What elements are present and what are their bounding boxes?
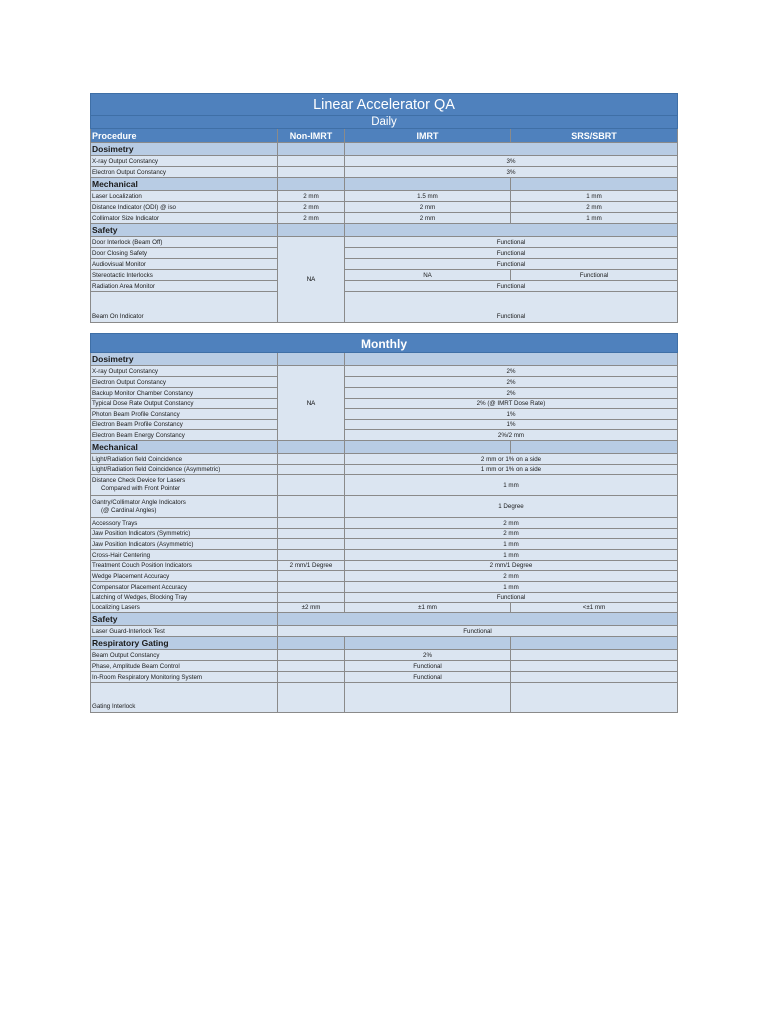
tolerance-value: 1 mm or 1% on a side (345, 465, 678, 475)
section-fill (278, 637, 345, 650)
table-row (90, 270, 678, 281)
section-fill (278, 353, 345, 366)
procedure-name: X-ray Output Constancy (90, 156, 278, 167)
imrt-value (345, 683, 511, 713)
procedure-name: Localizing Lasers (90, 603, 278, 613)
table-row (90, 259, 678, 270)
table-row (90, 661, 678, 672)
tolerance-value: 2 mm/1 Degree (345, 561, 678, 571)
table-row (90, 465, 678, 475)
procedure-name (90, 475, 278, 496)
section-fill (278, 613, 678, 626)
table-row (90, 430, 678, 441)
empty-cell (278, 156, 345, 167)
non-imrt-na-cell: NA (278, 237, 345, 323)
srs-value: <±1 mm (511, 603, 678, 613)
empty-cell (278, 550, 345, 561)
srs-value: 1 mm (511, 191, 678, 202)
empty-cell (278, 582, 345, 593)
table-row (90, 191, 678, 202)
tolerance-value: 3% (345, 156, 678, 167)
tolerance-value: Functional (278, 626, 678, 637)
empty-cell (278, 683, 345, 713)
procedure-name (90, 496, 278, 518)
header-non-imrt: Non-IMRT (278, 129, 345, 143)
tolerance-value: 2 mm (345, 518, 678, 529)
procedure-name: Collimator Size Indicator (90, 213, 278, 224)
table-row (90, 399, 678, 409)
section-label: Safety (90, 224, 278, 237)
empty-cell (278, 475, 345, 496)
section-label: Mechanical (90, 178, 278, 191)
imrt-value: NA (345, 270, 511, 281)
tolerance-value: 1 mm (345, 550, 678, 561)
table-row (90, 454, 678, 465)
section-label: Dosimetry (90, 353, 278, 366)
table-row (90, 292, 678, 323)
non-imrt-na-cell: NA (278, 366, 345, 441)
empty-cell (278, 672, 345, 683)
monthly-mechanical-section (90, 441, 678, 454)
section-fill (278, 143, 345, 156)
tolerance-value: 1% (345, 420, 678, 430)
table-row (90, 582, 678, 593)
empty-cell (278, 454, 345, 465)
empty-cell (511, 672, 678, 683)
tolerance-value: 2 mm (345, 571, 678, 582)
procedure-name: Laser Localization (90, 191, 278, 202)
tolerance-value: Functional (345, 248, 678, 259)
tolerance-value: 2% (345, 377, 678, 388)
section-fill (278, 224, 345, 237)
procedure-name: Beam On Indicator (90, 292, 278, 323)
table-row (90, 248, 678, 259)
tolerance-value: Functional (345, 593, 678, 603)
monthly-respiratory-section (90, 637, 678, 650)
empty-cell (511, 650, 678, 661)
header-imrt: IMRT (345, 129, 511, 143)
tolerance-value: 2 mm (345, 529, 678, 539)
imrt-value: ±1 mm (345, 603, 511, 613)
monthly-safety-section (90, 613, 678, 626)
table-row (90, 420, 678, 430)
empty-cell (278, 539, 345, 550)
procedure-name: Stereotactic Interlocks (90, 270, 278, 281)
header-srs-sbrt: SRS/SBRT (511, 129, 678, 143)
procedure-name: Photon Beam Profile Constancy (90, 409, 278, 420)
procedure-name: Compensator Placement Accuracy (90, 582, 278, 593)
table-row (90, 377, 678, 388)
table-row (90, 409, 678, 420)
procedure-name: Phase, Amplitude Beam Control (90, 661, 278, 672)
imrt-value: Functional (345, 661, 511, 672)
procedure-name: Electron Beam Energy Constancy (90, 430, 278, 441)
table-row (90, 529, 678, 539)
document-title: Linear Accelerator QA (90, 93, 678, 116)
section-fill (345, 637, 511, 650)
procedure-name: Audiovisual Monitor (90, 259, 278, 270)
empty-cell (278, 496, 345, 518)
table-row (90, 156, 678, 167)
imrt-value: 2 mm (345, 202, 511, 213)
tolerance-value: Functional (345, 281, 678, 292)
empty-cell (511, 661, 678, 672)
section-fill (278, 441, 345, 454)
monthly-subtitle: Monthly (90, 333, 678, 353)
procedure-name: Door Interlock (Beam Off) (90, 237, 278, 248)
daily-mechanical-section (90, 178, 678, 191)
tolerance-value: 2 mm or 1% on a side (345, 454, 678, 465)
table-row (90, 388, 678, 399)
monthly-dosimetry-section (90, 353, 678, 366)
section-fill (345, 178, 511, 191)
table-row (90, 213, 678, 224)
tolerance-value: 3% (345, 167, 678, 178)
procedure-line-1: Distance Check Device for Lasers (92, 477, 186, 484)
empty-cell (278, 593, 345, 603)
procedure-name: Beam Output Constancy (90, 650, 278, 661)
empty-cell (278, 465, 345, 475)
daily-header-row (90, 129, 678, 143)
section-label: Respiratory Gating (90, 637, 278, 650)
section-fill (345, 353, 678, 366)
procedure-name: Jaw Position Indicators (Symmetric) (90, 529, 278, 539)
table-row (90, 550, 678, 561)
section-label: Safety (90, 613, 278, 626)
procedure-name: Light/Radiation field Coincidence (Asymmetric) (90, 465, 278, 475)
non-imrt-value: ±2 mm (278, 603, 345, 613)
procedure-name: Cross-Hair Centering (90, 550, 278, 561)
table-row (90, 539, 678, 550)
section-fill (511, 637, 678, 650)
table-row (90, 202, 678, 213)
procedure-name: Wedge Placement Accuracy (90, 571, 278, 582)
tolerance-value: 2%/2 mm (345, 430, 678, 441)
tolerance-value: Functional (345, 292, 678, 323)
table-row (90, 650, 678, 661)
tolerance-value: 1% (345, 409, 678, 420)
procedure-name: Accessory Trays (90, 518, 278, 529)
table-row (90, 518, 678, 529)
procedure-name: Electron Beam Profile Constancy (90, 420, 278, 430)
procedure-name: In-Room Respiratory Monitoring System (90, 672, 278, 683)
procedure-name: Laser Guard-Interlock Test (90, 626, 278, 637)
table-row (90, 475, 678, 496)
procedure-name: Electron Output Constancy (90, 167, 278, 178)
tolerance-value: Functional (345, 259, 678, 270)
daily-subtitle: Daily (90, 116, 678, 129)
non-imrt-value: 2 mm/1 Degree (278, 561, 345, 571)
procedure-name: Distance Indicator (ODI) @ iso (90, 202, 278, 213)
tolerance-value: 1 mm (345, 539, 678, 550)
section-fill (278, 178, 345, 191)
section-fill (345, 143, 678, 156)
tolerance-value: 2% (@ IMRT Dose Rate) (345, 399, 678, 409)
empty-cell (278, 529, 345, 539)
table-row (90, 626, 678, 637)
tolerance-value: Functional (345, 237, 678, 248)
tolerance-value: 2% (345, 388, 678, 399)
procedure-line-2: Compared with Front Pointer (101, 485, 181, 492)
imrt-value: 2 mm (345, 213, 511, 224)
table-row (90, 672, 678, 683)
non-imrt-value: 2 mm (278, 202, 345, 213)
procedure-name: Light/Radiation field Coincidence (90, 454, 278, 465)
tolerance-value: 1 mm (345, 475, 678, 496)
tolerance-value: 1 mm (345, 582, 678, 593)
daily-safety-section (90, 224, 678, 237)
table-row (90, 593, 678, 603)
header-procedure: Procedure (90, 129, 278, 143)
section-fill (345, 224, 678, 237)
procedure-name: Typical Dose Rate Output Constancy (90, 399, 278, 409)
imrt-value: 2% (345, 650, 511, 661)
tolerance-value: 1 Degree (345, 496, 678, 518)
table-row (90, 571, 678, 582)
non-imrt-value: 2 mm (278, 213, 345, 224)
srs-value: 1 mm (511, 213, 678, 224)
procedure-line-1: Gantry/Collimator Angle Indicators (92, 498, 186, 506)
section-fill (511, 441, 678, 454)
empty-cell (511, 683, 678, 713)
procedure-name: Gating Interlock (90, 683, 278, 713)
table-row (90, 683, 678, 713)
procedure-name: Latching of Wedges, Blocking Tray (90, 593, 278, 603)
procedure-name: Radiation Area Monitor (90, 281, 278, 292)
table-row (90, 603, 678, 613)
procedure-line-2: (@ Cardinal Angles) (101, 506, 157, 514)
section-label: Dosimetry (90, 143, 278, 156)
section-fill (345, 441, 511, 454)
empty-cell (278, 571, 345, 582)
empty-cell (278, 518, 345, 529)
daily-dosimetry-section (90, 143, 678, 156)
procedure-name: Door Closing Safety (90, 248, 278, 259)
table-row (90, 366, 678, 377)
section-fill (511, 178, 678, 191)
tolerance-value: 2% (345, 366, 678, 377)
empty-cell (278, 650, 345, 661)
table-row (90, 561, 678, 571)
procedure-name: Backup Monitor Chamber Constancy (90, 388, 278, 399)
empty-cell (278, 661, 345, 672)
table-row (90, 237, 678, 248)
procedure-name: Electron Output Constancy (90, 377, 278, 388)
empty-cell (278, 167, 345, 178)
imrt-value: Functional (345, 672, 511, 683)
table-row (90, 496, 678, 518)
srs-value: Functional (511, 270, 678, 281)
procedure-name: Jaw Position Indicators (Asymmetric) (90, 539, 278, 550)
procedure-name: X-ray Output Constancy (90, 366, 278, 377)
table-row (90, 281, 678, 292)
procedure-name: Treatment Couch Position Indicators (90, 561, 278, 571)
section-label: Mechanical (90, 441, 278, 454)
srs-value: 2 mm (511, 202, 678, 213)
table-row (90, 167, 678, 178)
non-imrt-value: 2 mm (278, 191, 345, 202)
imrt-value: 1.5 mm (345, 191, 511, 202)
